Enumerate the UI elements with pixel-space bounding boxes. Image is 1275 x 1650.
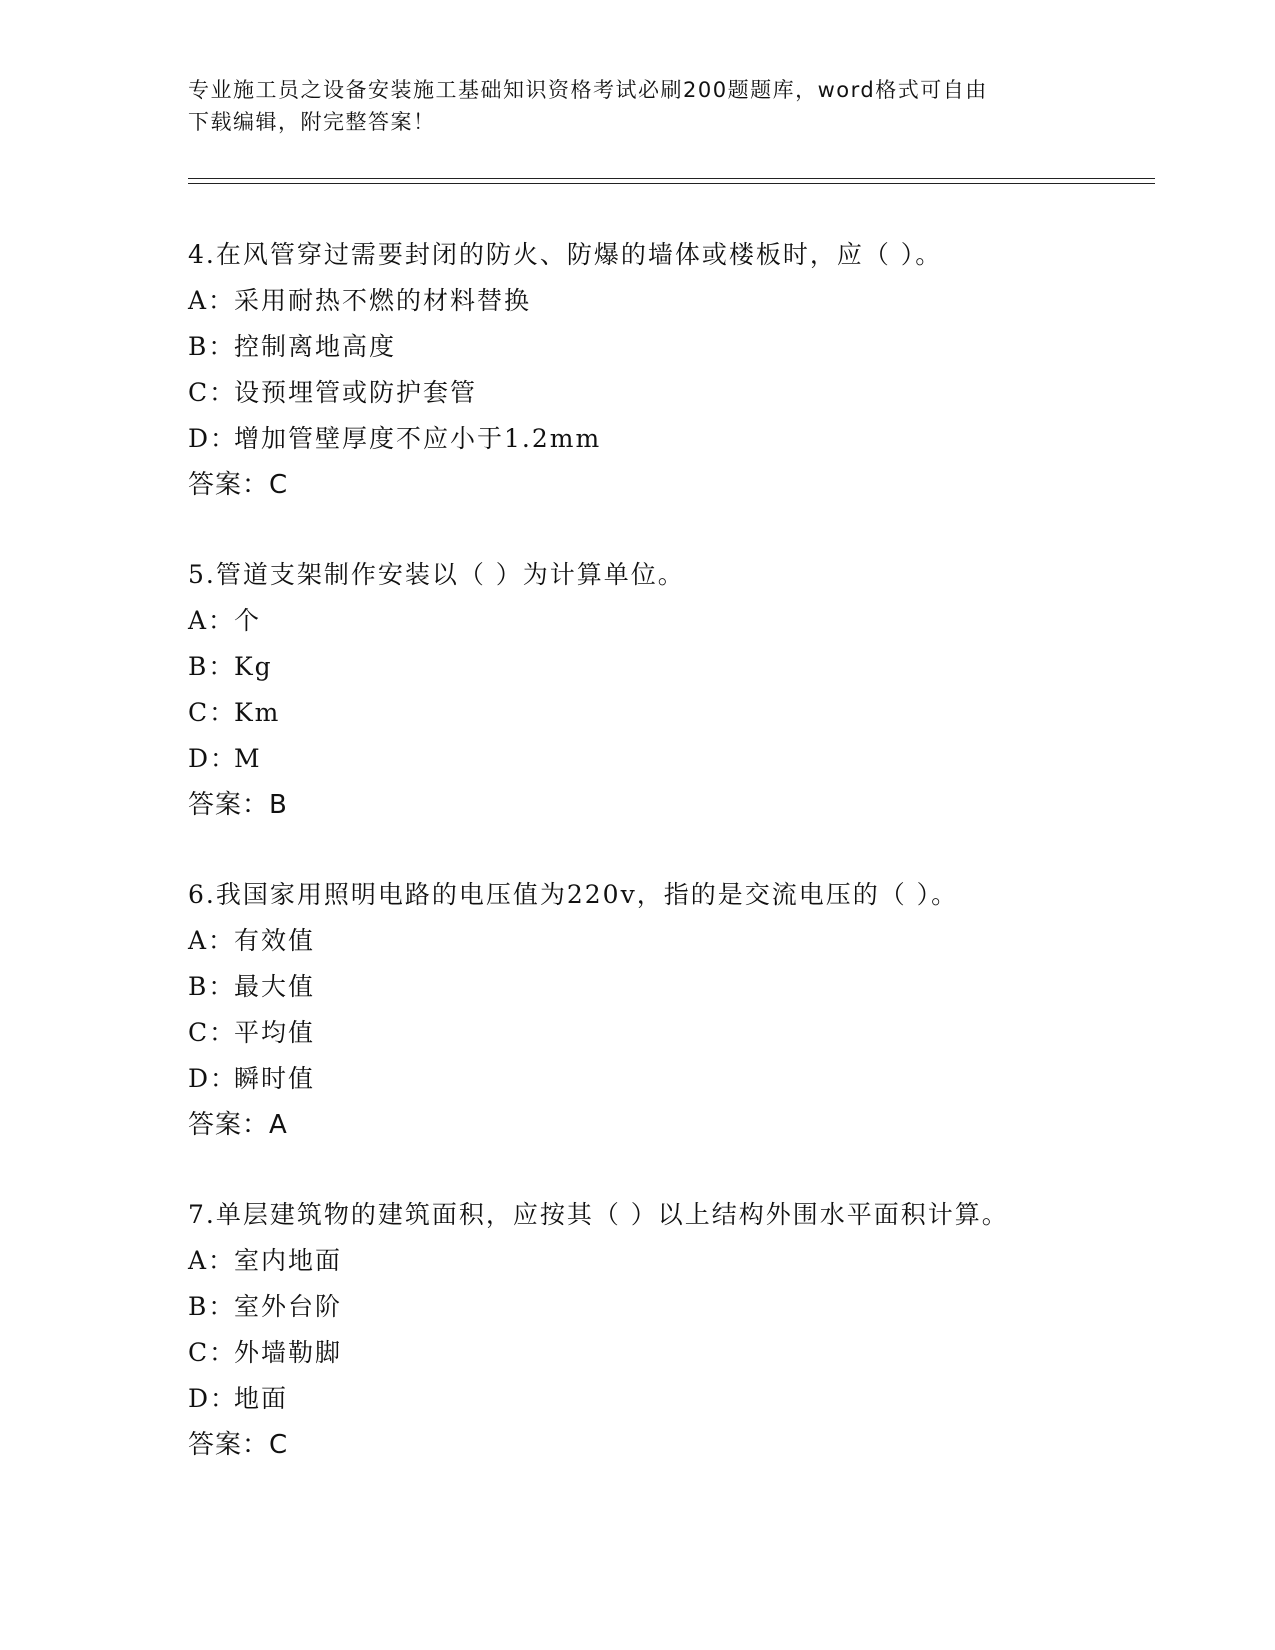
option-a <box>188 1238 1148 1284</box>
header-line-2: 下载编辑，附完整答案！ <box>188 110 436 134</box>
option-d <box>188 1056 1148 1102</box>
question-stem: 7.单层建筑物的建筑面积，应按其（ ）以上结构外围水平面积计算。 <box>188 1200 1009 1229</box>
question-4 <box>188 232 1148 508</box>
option-text: 最大值 <box>234 972 316 1001</box>
option-c <box>188 1010 1148 1056</box>
header-divider-top <box>188 178 1155 179</box>
option-a <box>188 598 1148 644</box>
option-text: 外墙勒脚 <box>234 1338 343 1367</box>
option-letter: C： <box>188 1018 237 1047</box>
option-d <box>188 1376 1148 1422</box>
option-letter: B： <box>188 972 236 1001</box>
option-text: 平均值 <box>234 1018 316 1047</box>
option-text: 设预埋管或防护套管 <box>234 378 478 407</box>
option-letter: C： <box>188 698 237 727</box>
header-line-1: 专业施工员之设备安装施工基础知识资格考试必刷200题题库，word格式可自由 <box>188 78 988 102</box>
option-letter: B： <box>188 332 236 361</box>
question-6 <box>188 872 1148 1148</box>
option-letter: A： <box>188 926 236 955</box>
option-d <box>188 416 1148 462</box>
question-7 <box>188 1192 1148 1468</box>
option-text: 控制离地高度 <box>234 332 397 361</box>
option-letter: C： <box>188 1338 237 1367</box>
header-divider-bottom <box>188 183 1155 184</box>
option-b <box>188 644 1148 690</box>
option-c <box>188 690 1148 736</box>
answer-line: 答案：C <box>188 470 289 500</box>
option-letter: A： <box>188 606 236 635</box>
option-letter: A： <box>188 286 236 315</box>
option-letter: D： <box>188 424 238 453</box>
answer-line: 答案：C <box>188 1430 289 1460</box>
option-text: 室外台阶 <box>234 1292 343 1321</box>
option-text: M <box>234 744 262 773</box>
option-c <box>188 370 1148 416</box>
option-letter: B： <box>188 652 236 681</box>
document-header <box>188 74 1088 138</box>
option-text: 采用耐热不燃的材料替换 <box>234 286 532 315</box>
option-text: 有效值 <box>234 926 316 955</box>
option-text: 室内地面 <box>234 1246 343 1275</box>
option-letter: A： <box>188 1246 236 1275</box>
question-stem: 5.管道支架制作安装以（ ）为计算单位。 <box>188 560 685 589</box>
option-b <box>188 1284 1148 1330</box>
option-letter: D： <box>188 1064 238 1093</box>
option-c <box>188 1330 1148 1376</box>
answer-line: 答案：A <box>188 1110 288 1140</box>
option-text: Km <box>234 698 281 727</box>
option-text: Kg <box>234 652 273 681</box>
question-5 <box>188 552 1148 828</box>
option-a <box>188 278 1148 324</box>
option-letter: B： <box>188 1292 236 1321</box>
answer-line: 答案：B <box>188 790 288 820</box>
option-letter: D： <box>188 744 238 773</box>
option-text: 个 <box>234 606 262 635</box>
option-b <box>188 324 1148 370</box>
option-text: 增加管壁厚度不应小于1.2mm <box>234 424 602 453</box>
option-letter: D： <box>188 1384 238 1413</box>
question-stem: 6.我国家用照明电路的电压值为220v，指的是交流电压的（ ）。 <box>188 880 959 909</box>
option-d <box>188 736 1148 782</box>
question-stem: 4.在风管穿过需要封闭的防火、防爆的墙体或楼板时，应（ ）。 <box>188 240 943 269</box>
option-text: 瞬时值 <box>234 1064 316 1093</box>
option-b <box>188 964 1148 1010</box>
option-text: 地面 <box>234 1384 289 1413</box>
option-a <box>188 918 1148 964</box>
option-letter: C： <box>188 378 237 407</box>
